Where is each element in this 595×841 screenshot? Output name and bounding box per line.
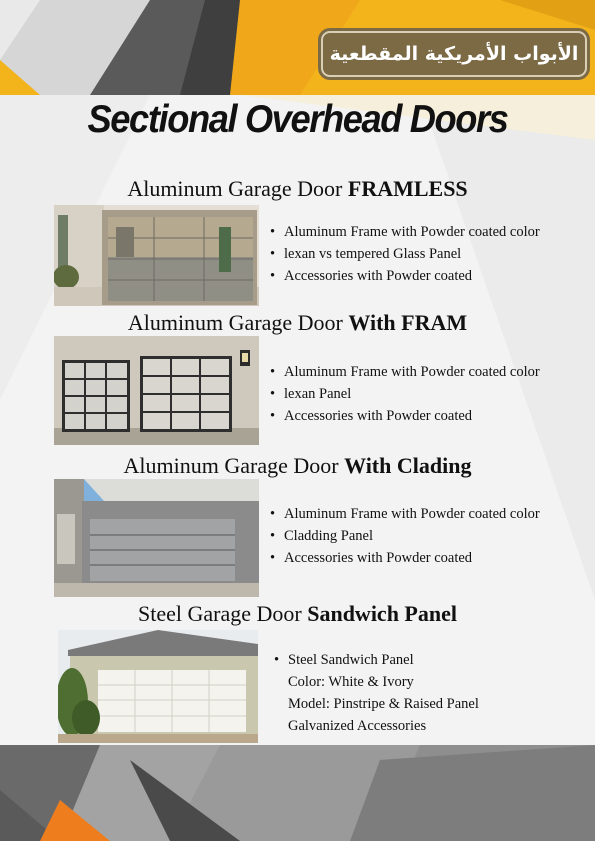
section-title-prefix: Aluminum Garage Door	[123, 453, 345, 478]
section-title-framless	[0, 176, 595, 202]
framless-door-photo	[54, 205, 259, 306]
list-item: • Accessories with Powder coated	[270, 268, 473, 284]
section-title-highlight: FRAMLESS	[347, 176, 468, 201]
page-title: Sectional Overhead Doors	[87, 98, 508, 141]
sandwich-door-photo	[58, 630, 258, 743]
list-item: • Aluminum Frame with Powder coated color	[270, 364, 540, 380]
section-title-highlight: With FRAM	[348, 310, 468, 335]
framless-features	[270, 221, 540, 287]
brand-badge	[318, 28, 590, 80]
clading-door-photo	[54, 479, 259, 597]
list-item: • Steel Sandwich Panel	[274, 652, 414, 668]
framed-door-photo	[54, 336, 259, 445]
list-item: Model: Pinstripe & Raised Panel	[288, 696, 479, 712]
list-item: Galvanized Accessories	[288, 718, 427, 734]
with-clading-features	[270, 503, 540, 569]
list-item: • Aluminum Frame with Powder coated color	[270, 224, 540, 240]
brand-name: الأبواب الأمريكية المقطعية	[321, 31, 587, 77]
section-title-with-fram	[0, 310, 595, 336]
section-title-highlight: Sandwich Panel	[307, 601, 457, 626]
section-title-sandwich-panel	[0, 601, 595, 627]
section-title-prefix: Steel Garage Door	[138, 601, 308, 626]
list-item: • lexan Panel	[270, 386, 352, 402]
section-title-highlight: With Clading	[344, 453, 472, 478]
list-item: • Cladding Panel	[270, 528, 374, 544]
section-title-prefix: Aluminum Garage Door	[127, 176, 348, 201]
with-fram-features	[270, 361, 540, 427]
section-title-prefix: Aluminum Garage Door	[127, 310, 349, 335]
list-item: • lexan vs tempered Glass Panel	[270, 246, 462, 262]
list-item: • Accessories with Powder coated	[270, 408, 473, 424]
sandwich-panel-features	[274, 649, 479, 737]
list-item: Color: White & Ivory	[288, 674, 414, 690]
list-item: • Accessories with Powder coated	[270, 550, 473, 566]
list-item: • Aluminum Frame with Powder coated color	[270, 506, 540, 522]
section-title-with-clading	[0, 453, 595, 479]
